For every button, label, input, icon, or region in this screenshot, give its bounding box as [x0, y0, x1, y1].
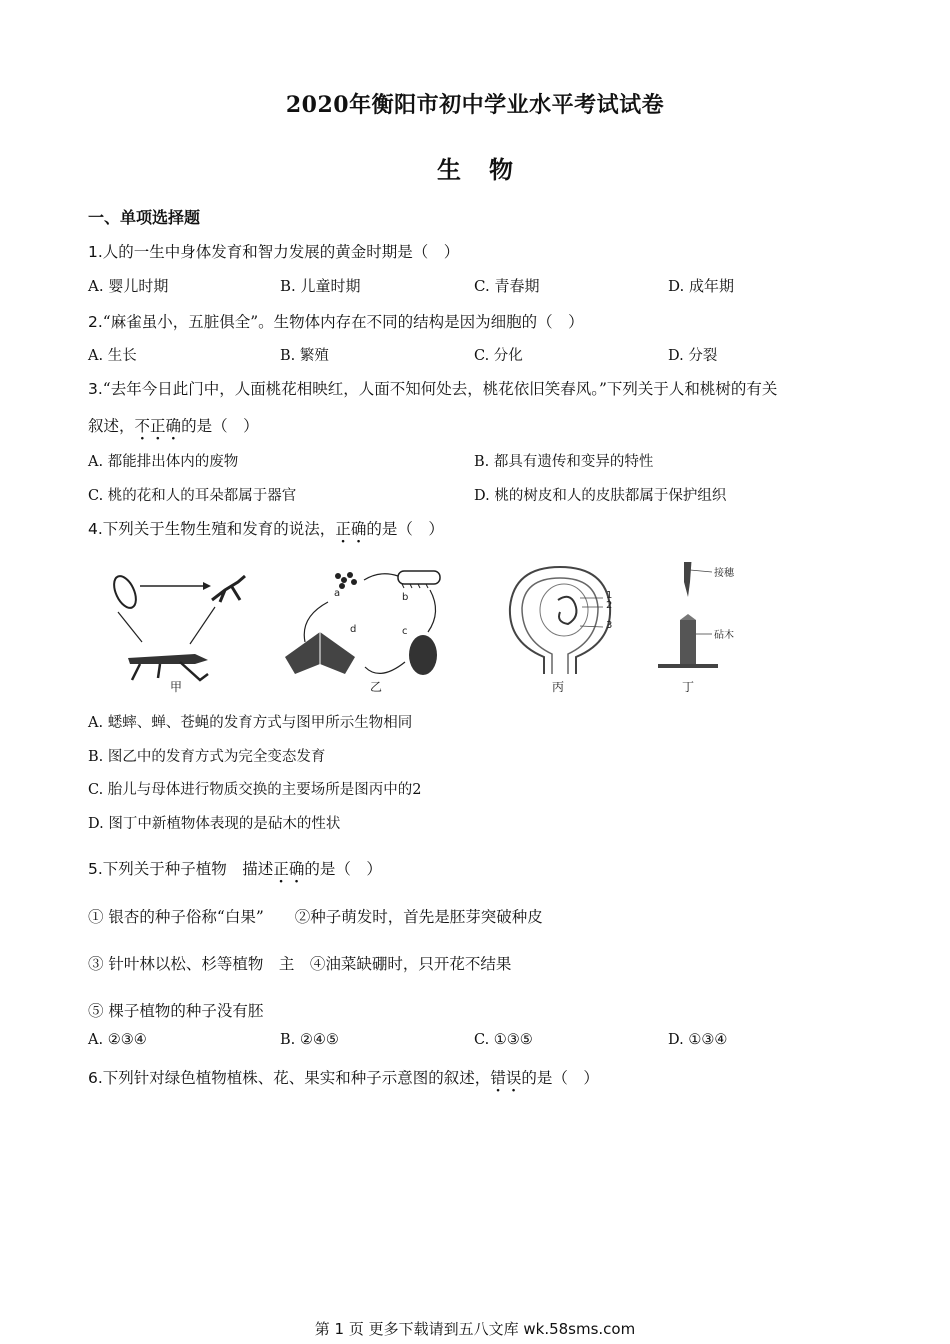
page-footer: 第 1 页 更多下载请到五八文库 wk.58sms.com — [314, 1320, 636, 1338]
uterus-diagram — [500, 562, 620, 692]
emphasis-char: 错 — [490, 1069, 506, 1087]
option-c: C. 胎儿与母体进行物质交换的主要场所是图丙中的2 — [88, 782, 422, 798]
question-text: 的是（ ） — [366, 520, 444, 538]
question-text: 人的一生中身体发育和智力发展的黄金时期是（ ） — [102, 243, 460, 261]
question-1 — [88, 240, 459, 262]
question-3 — [88, 377, 777, 399]
grasshopper-cycle-diagram — [100, 562, 270, 692]
subject-heading: 生物 — [437, 155, 541, 184]
figure-sublabel: 2 — [606, 600, 613, 611]
question-6 — [88, 1066, 599, 1088]
question-text: “麻雀虽小，五脏俱全”。生物体内存在不同的结构是因为细胞的（ ） — [102, 313, 584, 331]
question-number: 6. — [88, 1069, 103, 1087]
figure-sublabel: a — [334, 588, 341, 599]
question-number: 1. — [88, 243, 103, 261]
figure-label: 甲 — [170, 680, 183, 694]
option-a: A. ②③④ — [88, 1032, 147, 1048]
option-c: C. ①③⑤ — [474, 1032, 533, 1048]
moth-cycle-diagram — [280, 562, 460, 692]
question-text-line1: “去年今日此门中，人面桃花相映红，人面不知何处去，桃花依旧笑春风。”下列关于人和桃树的有关 — [102, 380, 778, 398]
option-c: C. 桃的花和人的耳朵都属于器官 — [88, 488, 297, 504]
emphasis-char: 确 — [288, 860, 305, 878]
statement-item: ⑤ 棵子植物的种子没有胚 — [88, 1002, 264, 1020]
emphasis-char: 确 — [350, 520, 367, 538]
option-a: A. 蟋蟀、蝉、苍蝇的发育方式与图甲所示生物相同 — [88, 715, 413, 731]
option-a: A. 婴儿时期 — [88, 277, 169, 295]
question-4 — [88, 517, 444, 539]
option-b: B. 图乙中的发育方式为完全变态发育 — [88, 749, 326, 765]
question-number: 4. — [88, 520, 103, 538]
question-2 — [88, 310, 584, 332]
figure-yi — [280, 562, 460, 692]
question-text: 下列关于种子植物 描述 — [102, 860, 274, 878]
option-c: C. 青春期 — [474, 277, 540, 295]
question-text: 叙述， — [88, 417, 135, 435]
option-d: D. 分裂 — [668, 348, 718, 364]
question-text: 下列针对绿色植物植株、花、果实和种子示意图的叙述， — [102, 1069, 491, 1087]
option-d: D. 图丁中新植物体表现的是砧木的性状 — [88, 816, 341, 832]
figure-sublabel: c — [402, 626, 408, 637]
question-number: 3. — [88, 380, 103, 398]
emphasis-char: 误 — [505, 1069, 522, 1087]
question-text: 下列关于生物生殖和发育的说法， — [102, 520, 336, 538]
emphasis-char: 正 — [273, 860, 289, 878]
figure-sublabel: b — [402, 592, 409, 603]
grafting-diagram — [650, 562, 760, 692]
option-d: D. ①③④ — [668, 1032, 728, 1048]
question-text: 的是（ ） — [181, 417, 259, 435]
figure-sublabel: 3 — [606, 620, 613, 631]
statement-item: ① 银杏的种子俗称“白果” ②种子萌发时，首先是胚芽突破种皮 — [88, 908, 543, 926]
statement-item: ③ 针叶林以松、杉等植物 主 ④油菜缺硼时，只开花不结果 — [88, 955, 512, 973]
figure-label: 乙 — [370, 680, 383, 694]
option-b: B. 繁殖 — [280, 348, 329, 364]
exam-title: 2020年衡阳市初中学业水平考试试卷 — [285, 92, 665, 118]
option-d: D. 成年期 — [668, 277, 735, 295]
figure-sublabel: d — [350, 624, 357, 635]
emphasis-char: 确 — [165, 417, 182, 435]
emphasis-char: 正 — [150, 417, 166, 435]
figure-bing — [500, 562, 620, 692]
question-text: 的是（ ） — [304, 860, 382, 878]
question-5 — [88, 857, 382, 879]
option-a: A. 生长 — [88, 348, 137, 364]
option-d: D. 桃的树皮和人的皮肤都属于保护组织 — [474, 488, 727, 504]
figure-label: 丙 — [552, 680, 565, 694]
question-number: 2. — [88, 313, 103, 331]
figure-sublabel: 1 — [606, 590, 613, 601]
figure-sublabel: 砧木 — [714, 630, 734, 641]
option-b: B. 都具有遗传和变异的特性 — [474, 454, 654, 470]
figure-label: 丁 — [682, 680, 695, 694]
emphasis-char: 正 — [335, 520, 351, 538]
figure-ding — [650, 562, 760, 692]
question-number: 5. — [88, 860, 103, 878]
emphasis-char: 不 — [134, 417, 151, 435]
figure-sublabel: 接穗 — [714, 568, 734, 579]
option-b: B. 儿童时期 — [280, 277, 361, 295]
section-heading: 一、单项选择题 — [88, 208, 201, 227]
figure-jia — [100, 562, 270, 692]
question-text: 的是（ ） — [521, 1069, 599, 1087]
option-a: A. 都能排出体内的废物 — [88, 454, 239, 470]
question-3-line2 — [88, 414, 259, 436]
option-c: C. 分化 — [474, 348, 523, 364]
option-b: B. ②④⑤ — [280, 1032, 339, 1048]
